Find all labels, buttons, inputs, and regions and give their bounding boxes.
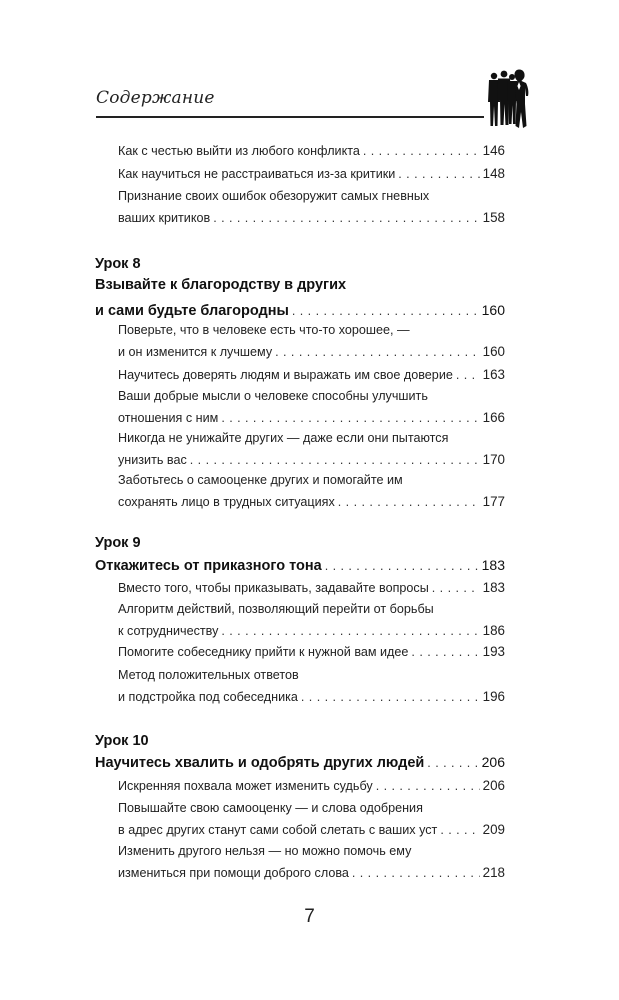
lesson-page-number: 206 (481, 754, 505, 770)
toc-entry-title-line-2: измениться при помощи доброго слова (118, 866, 349, 880)
lesson-number: Урок 9 (95, 535, 141, 551)
dot-leader (275, 342, 480, 363)
toc-entry[interactable] (118, 641, 505, 663)
toc-entry[interactable] (118, 364, 505, 386)
toc-page-number: 170 (482, 452, 505, 467)
dot-leader (432, 578, 480, 599)
toc-entry-title-line-1: Никогда не унижайте других — даже если они пытаются (118, 431, 449, 445)
toc-entry[interactable] (118, 841, 505, 884)
toc-page-number: 177 (482, 494, 505, 509)
toc-entry-title: Искренняя похвала может изменить судьбу (118, 779, 373, 793)
toc-entry-title: Как научиться не расстраиваться из-за критики (118, 167, 396, 181)
lesson-page-number: 183 (481, 557, 505, 573)
toc-entry[interactable] (118, 470, 505, 513)
toc-entry-title-line-2: и подстройка под собеседника (118, 690, 298, 704)
toc-page-number: 146 (482, 143, 505, 158)
toc-entry-title-line-2: к сотрудничеству (118, 624, 219, 638)
toc-entry-title: Как с честью выйти из любого конфликта (118, 144, 360, 158)
toc-entry-title: Научитесь доверять людям и выражать им свое доверие (118, 368, 453, 382)
lesson-heading[interactable] (95, 750, 505, 776)
toc-entry[interactable] (118, 428, 505, 471)
toc-entry[interactable] (118, 798, 505, 841)
dot-leader (338, 492, 480, 513)
dot-leader (363, 141, 480, 162)
lesson-title-line-1: Взывайте к благородству в других (95, 277, 347, 293)
toc-entry[interactable] (118, 775, 505, 797)
dot-leader (411, 642, 479, 663)
toc-entry-title-line-1: Метод положительных ответов (118, 668, 299, 682)
toc-entry[interactable] (118, 386, 505, 429)
lesson-number: Урок 10 (95, 733, 149, 749)
toc-entry-title-line-1: Ваши добрые мысли о человеке способны улучшить (118, 389, 428, 403)
toc-entry-title-line-2: унизить вас (118, 453, 187, 467)
toc-entry-title-line-1: Заботьтесь о самооценке других и помогайте им (118, 473, 403, 487)
toc-page-number: 163 (482, 367, 505, 382)
toc-entry-title-line-2: и он изменится к лучшему (118, 345, 273, 359)
dot-leader (325, 554, 479, 579)
lesson-title-line-2: и сами будьте благородны (95, 303, 289, 319)
dot-leader (301, 687, 480, 708)
toc-entry-title: Вместо того, чтобы приказывать, задавайте вопросы (118, 581, 429, 595)
dot-leader (352, 863, 480, 884)
toc-entry-title-line-1: Повышайте свою самооценку — и слова одобрения (118, 801, 423, 815)
toc-page-number: 160 (482, 344, 505, 359)
toc-entry-title-line-2: отношения с ним (118, 411, 219, 425)
dot-leader (221, 621, 479, 642)
dot-leader (456, 365, 480, 386)
lesson-number: Урок 8 (95, 256, 141, 272)
toc-page-number: 166 (482, 410, 505, 425)
dot-leader (398, 164, 479, 185)
dot-leader (213, 208, 479, 229)
toc-page-number: 183 (482, 580, 505, 595)
toc-entry-title-line-2: ваших критиков (118, 211, 211, 225)
toc-entry-title: Помогите собеседнику прийти к нужной вам идее (118, 645, 409, 659)
toc-page-number: 186 (482, 623, 505, 638)
toc-page-number: 209 (482, 822, 505, 837)
toc-page-number: 196 (482, 689, 505, 704)
toc-page-number: 206 (482, 778, 505, 793)
header-rule-divider (96, 116, 484, 118)
toc-entry[interactable] (118, 140, 505, 162)
lesson-title: Откажитесь от приказного тона (95, 558, 322, 574)
dot-leader (376, 776, 480, 797)
dot-leader (221, 408, 479, 429)
page-number: 7 (304, 906, 315, 927)
lesson-page-number: 160 (481, 302, 505, 318)
toc-entry-title-line-1: Признание своих ошибок обезоружит самых гневных (118, 189, 430, 203)
toc-entry-title-line-1: Алгоритм действий, позволяющий перейти от борьбы (118, 602, 434, 616)
lesson-title: Научитесь хвалить и одобрять других людей (95, 755, 425, 771)
business-people-silhouette-icon (484, 68, 532, 132)
toc-entry[interactable] (118, 186, 505, 229)
toc-page-number: 158 (482, 210, 505, 225)
dot-leader (427, 751, 478, 776)
toc-page-number: 193 (482, 644, 505, 659)
toc-page-number: 148 (482, 166, 505, 181)
toc-entry-title-line-2: в адрес других станут сами собой слетать с ваших уст (118, 823, 438, 837)
lesson-heading[interactable] (95, 273, 505, 324)
toc-entry[interactable] (118, 320, 505, 363)
toc-page-number: 218 (482, 865, 505, 880)
toc-entry-title-line-1: Изменить другого нельзя — но можно помочь ему (118, 844, 412, 858)
toc-entry[interactable] (118, 599, 505, 642)
toc-entry[interactable] (118, 577, 505, 599)
toc-entry-title-line-1: Поверьте, что в человеке есть что-то хорошее, — (118, 323, 410, 337)
toc-entry[interactable] (118, 163, 505, 185)
dot-leader (440, 820, 479, 841)
page-header-title: Содержание (96, 88, 215, 108)
toc-entry[interactable] (118, 665, 505, 708)
dot-leader (190, 450, 480, 471)
lesson-heading[interactable] (95, 553, 505, 579)
toc-entry-title-line-2: сохранять лицо в трудных ситуациях (118, 495, 335, 509)
